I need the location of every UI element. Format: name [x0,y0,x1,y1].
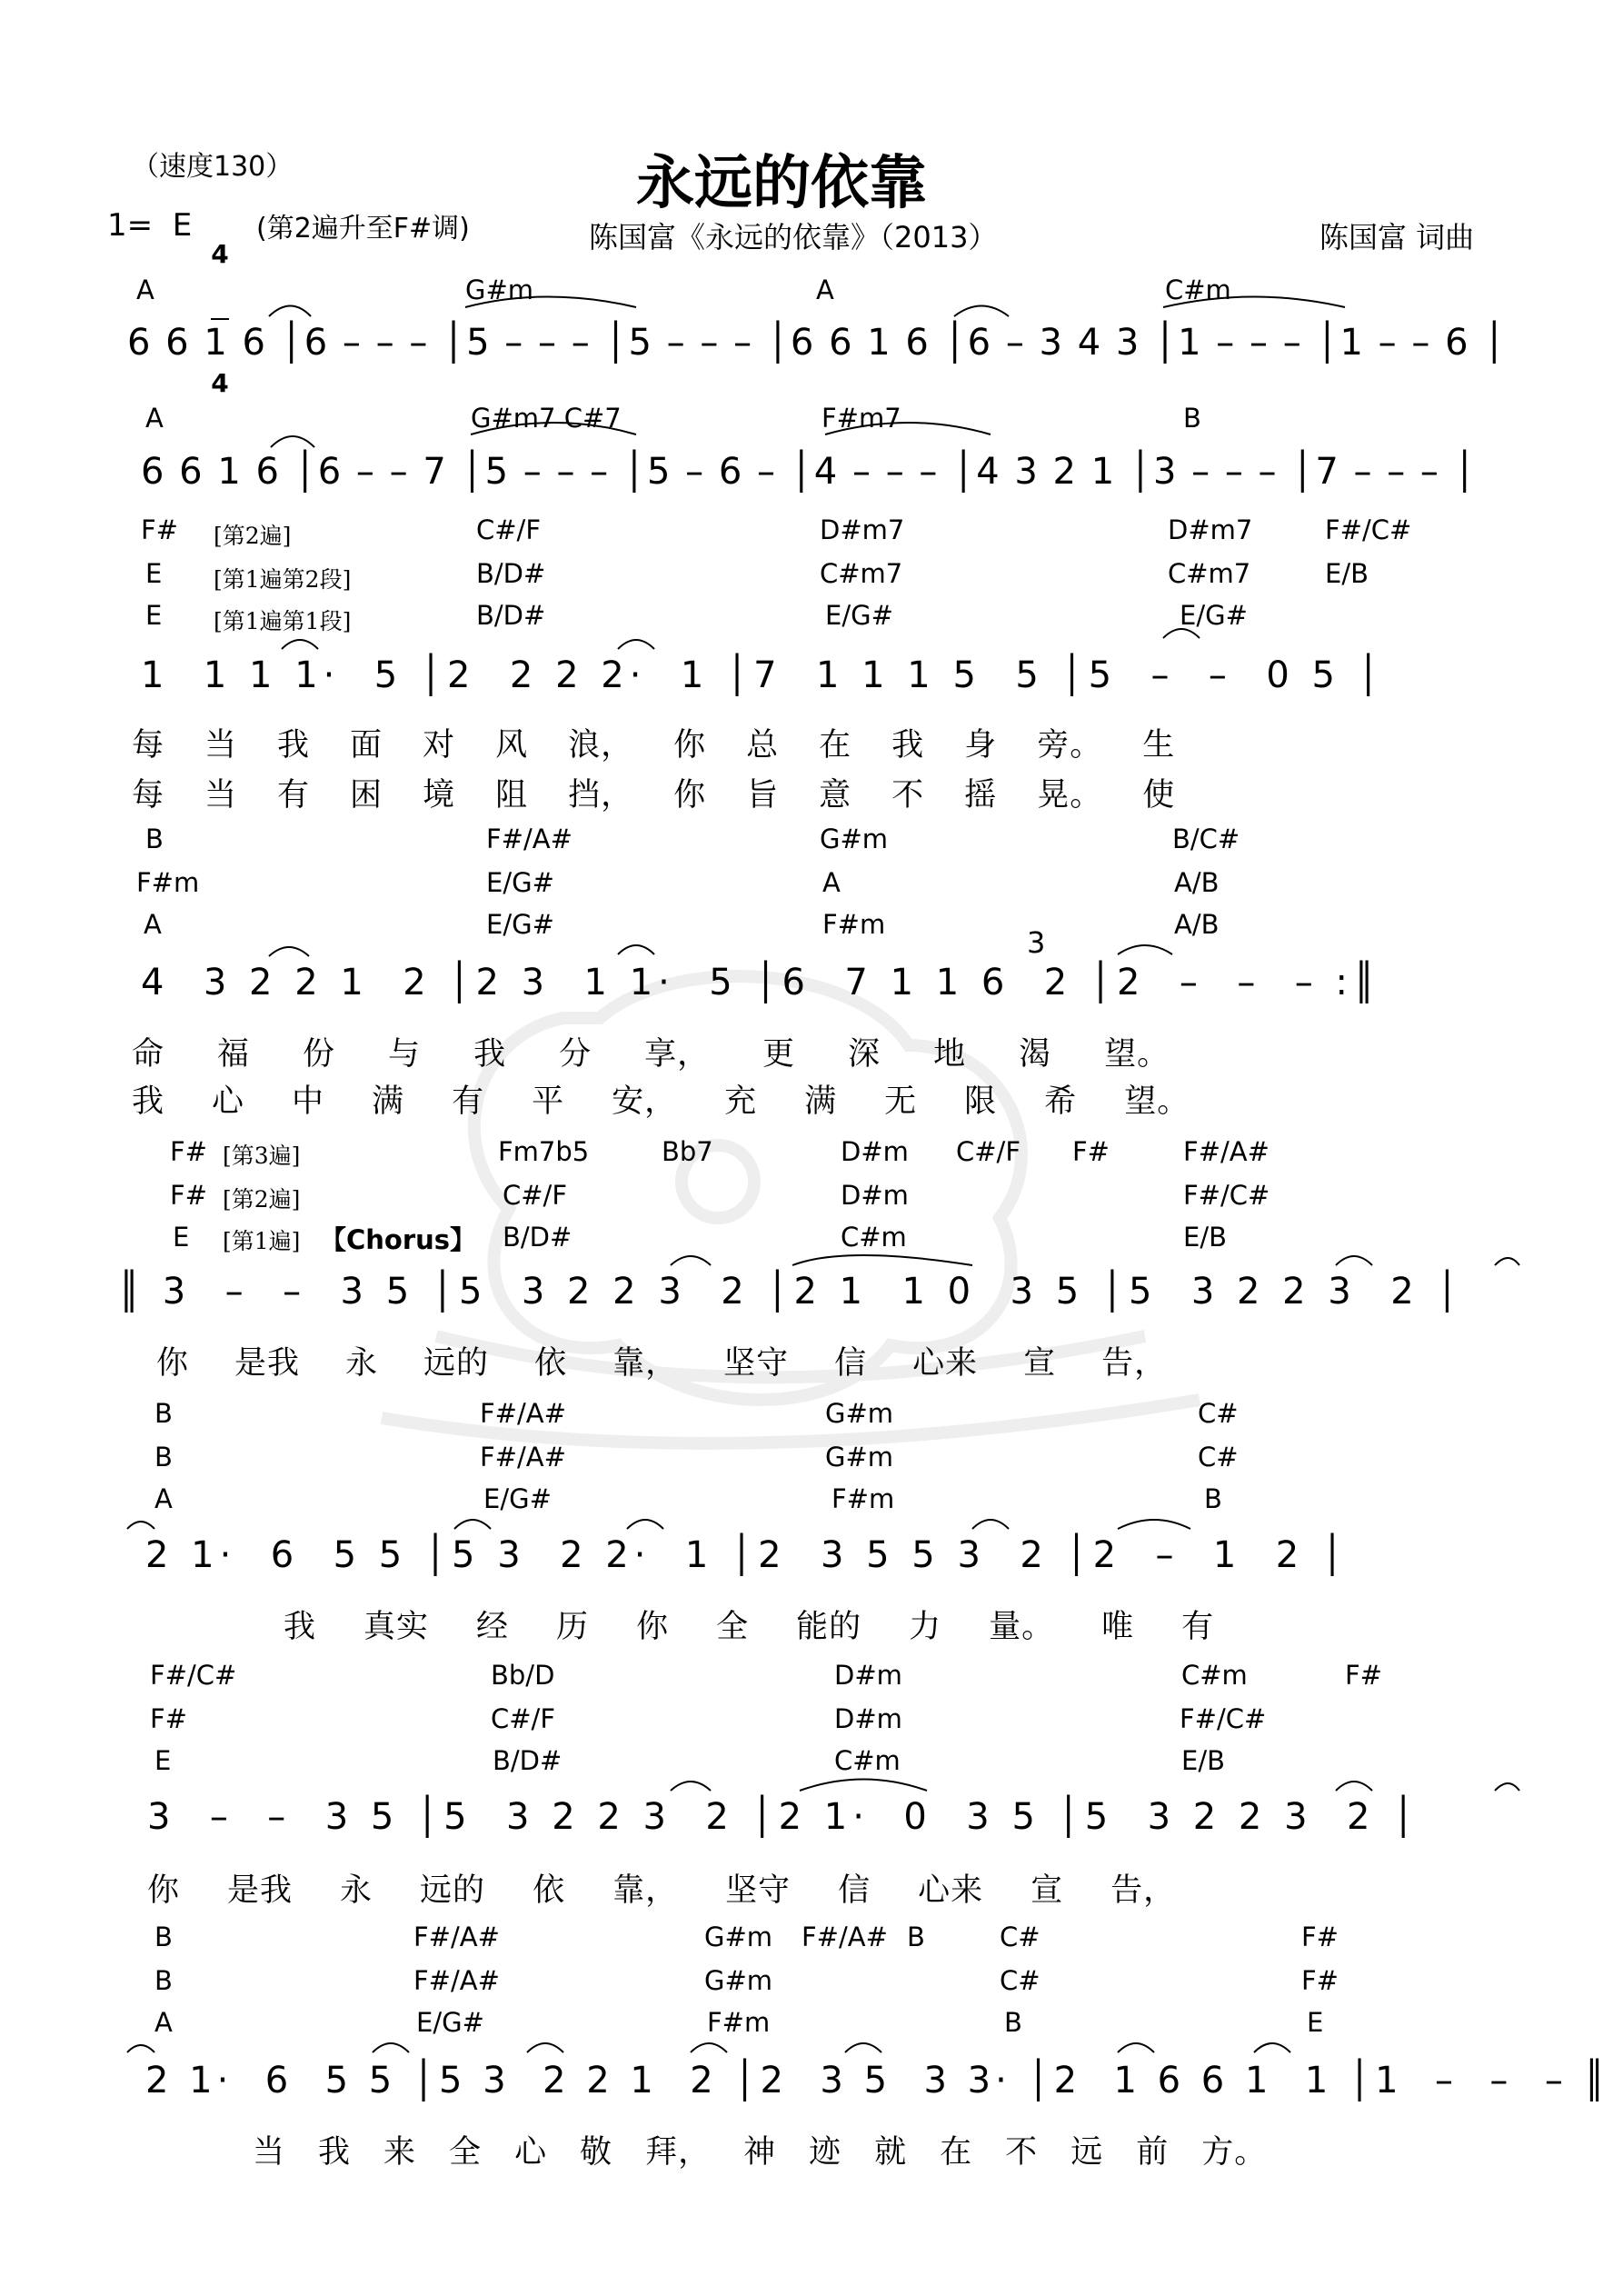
lyric-syllable: 远的 [423,1345,490,1382]
chord: E/G# [486,867,554,898]
lyric-syllable: 我 [132,1083,165,1120]
pass-tag: [第2遍] [214,523,292,549]
chord: A/B [1174,909,1220,940]
lyric-syllable: 信 [838,1872,871,1909]
lyric-syllable: 身 [964,727,998,764]
notation-line: 6 6 1 6 │6 – – 7 │5 – – – │5 – 6 – │4 – – – │4 3 2 1 │3 – – – │7 – – – │ [141,451,1478,493]
lyric-syllable: 宣 [1031,1872,1064,1909]
lyric-syllable: 分 [559,1036,592,1073]
lyric-syllable: 有 [277,777,311,814]
lyric-syllable: 远的 [420,1872,486,1909]
lyric-syllable: 永 [340,1872,373,1909]
chord: F# [170,1180,207,1211]
lyric-syllable: 每 [132,777,165,814]
chord: B [1204,1483,1222,1514]
notation-line: 2 1· 6 5 5 │5 3 2 2 1 2 │2 3 5 3 3· │2 1 6 6 1 1 │1 – – – ║ [145,2060,1610,2101]
chord: B [1004,2007,1022,2038]
chord: F#/C# [1183,1180,1270,1211]
lyric-syllable: 心来 [912,1345,979,1382]
lyric-syllable: 摇 [964,777,998,814]
chord: E/G# [825,600,893,631]
lyric-syllable: 能的 [796,1609,862,1645]
chord: F#m [136,867,200,898]
lyric-syllable: 远 [1070,2134,1104,2171]
chord: E/G# [416,2007,484,2038]
pass-tag: [第3遍] [223,1143,301,1169]
lyric-syllable: 总 [746,727,780,764]
chord: B/D# [476,600,546,631]
chord: F# [1345,1660,1382,1691]
chord: F#/A# [802,1922,888,1952]
lyric-syllable: 满 [804,1083,838,1120]
notation-line: ║ 3 – – 3 5 │5 3 2 2 3 2 │2 1 1 0 3 5 │5 3 2 2 3 2 │ [118,1271,1464,1313]
lyric-syllable: 我 [473,1036,507,1073]
chord: G#m [704,1922,773,1952]
lyric-syllable: 迹 [809,2134,842,2171]
lyric-syllable: 告， [1110,1872,1177,1909]
lyric-syllable: 信 [834,1345,868,1382]
lyric-syllable: 浪， [568,727,634,764]
lyric-syllable: 全 [449,2134,483,2171]
chord: C# [1198,1398,1239,1429]
chord: Fm7b5 [498,1136,590,1167]
chord: F# [1301,1965,1339,1996]
chord: G#m [465,275,534,305]
lyric-syllable: 告， [1101,1345,1168,1382]
chord: A [822,867,841,898]
lyric-syllable: 坚守 [723,1345,790,1382]
chord: C# [1000,1965,1041,1996]
pass-tag: [第1遍] [223,1228,301,1254]
chord: A [816,275,834,305]
lyric-syllable: 每 [132,727,165,764]
page-title: 永远的依靠 [636,150,927,217]
chord: F# [1301,1922,1339,1952]
lyric-syllable: 地 [933,1036,967,1073]
chord: D#m7 [1168,514,1253,545]
lyric-syllable: 全 [716,1609,750,1645]
lyric-syllable: 境 [423,777,456,814]
chord: F#/A# [480,1442,566,1472]
lyric-syllable: 在 [819,727,852,764]
chord: A [154,2007,173,2038]
chord: G#m [820,824,889,854]
lyric-syllable: 阻 [495,777,529,814]
lyric-syllable: 无 [884,1083,918,1120]
chord: F#/C# [1325,514,1412,545]
lyric-syllable: 福 [217,1036,251,1073]
notation-line: 2 1· 6 5 5 │5 3 2 2· 1 │2 3 5 5 3 2 │2 – 1 2 │ [145,1534,1349,1576]
lyric-syllable: 享， [644,1036,711,1073]
lyric-syllable: 面 [350,727,383,764]
chord: E [145,558,163,589]
lyric-syllable: 旨 [746,777,780,814]
chord: C# [1198,1442,1239,1472]
chord: C#m [841,1222,907,1253]
chord: E/B [1325,558,1369,589]
lyric-syllable: 心 [514,2134,548,2171]
chord: A [136,275,154,305]
source-line: 陈国富《永远的依靠》（2013） [589,220,998,255]
chord: E [154,1745,172,1776]
notation-line: 1 1 1 1· 5 │2 2 2 2· 1 │7 1 1 1 5 5 │5 – – 0 5 │ [141,654,1385,696]
chord: A [145,403,164,434]
chord: D#m [834,1660,902,1691]
chord: C#m [834,1745,901,1776]
chord: D#m [834,1703,902,1734]
lyric-syllable: 你 [673,727,707,764]
lyric-syllable: 你 [156,1345,190,1382]
lyric-syllable: 渴 [1019,1036,1052,1073]
chord: C#/F [956,1136,1021,1167]
lyric-syllable: 更 [762,1036,796,1073]
chord: F# [141,514,178,545]
chord: F#m [822,909,886,940]
lyric-syllable: 是我 [227,1872,294,1909]
lyric-syllable: 深 [848,1036,881,1073]
chord: D#m7 [820,514,905,545]
lyric-syllable: 与 [388,1036,422,1073]
lyric-syllable: 唯 [1101,1609,1135,1645]
lyric-syllable: 望。 [1104,1036,1170,1073]
lyric-syllable: 你 [636,1609,670,1645]
lyric-syllable: 希 [1044,1083,1078,1120]
time-sig-bottom: 4 [211,368,229,398]
lyric-syllable: 望。 [1124,1083,1190,1120]
lyric-syllable: 是我 [234,1345,301,1382]
lyric-syllable: 我 [318,2134,352,2171]
chord: F#m [831,1483,895,1514]
chord: B/D# [493,1745,563,1776]
chord: E [1307,2007,1324,2038]
lyric-syllable: 意 [819,777,852,814]
chord: E/G# [1180,600,1248,631]
lyric-syllable: 依 [533,1872,566,1909]
chord: F#m7 [821,403,901,434]
lyric-syllable: 我 [277,727,311,764]
lyric-syllable: 不 [891,777,925,814]
lyric-syllable: 敬 [580,2134,613,2171]
modulation-note: (第2遍升至F#调) [256,213,470,245]
lyric-syllable: 坚守 [725,1872,792,1909]
chord: F# [170,1136,207,1167]
chord: D#m [841,1136,909,1167]
chord: D#m [841,1180,909,1211]
notation-line: 3 – – 3 5 │5 3 2 2 3 2 │2 1· 0 3 5 │5 3 2 2 3 2 │ [147,1796,1420,1838]
chord: B [154,1965,173,1996]
lyric-syllable: 心 [212,1083,245,1120]
chord: E [173,1222,190,1253]
chord: B [1183,403,1201,434]
chord: F# [150,1703,187,1734]
lyric-syllable: 旁。 [1037,727,1103,764]
lyric-syllable: 来 [383,2134,417,2171]
chord: F#/C# [150,1660,237,1691]
lyric-syllable: 宣 [1023,1345,1057,1382]
chord: F#/A# [1183,1136,1270,1167]
chord: F#m [707,2007,771,2038]
chord: Bb7 [662,1136,713,1167]
lyric-syllable: 你 [673,777,707,814]
chord: G#m [825,1398,894,1429]
chord: B [907,1922,925,1952]
chord: B/D# [503,1222,573,1253]
chord: F#/A# [413,1922,500,1952]
chord: C#m7 [1168,558,1251,589]
lyric-syllable: 在 [940,2134,973,2171]
chord: G#m [825,1442,894,1472]
chord: C#/F [476,514,541,545]
chord: F#/A# [413,1965,500,1996]
chord: A/B [1174,867,1220,898]
lyric-syllable: 你 [147,1872,181,1909]
lyric-syllable: 依 [534,1345,568,1382]
chord: F#/C# [1180,1703,1267,1734]
chord: Bb/D [491,1660,555,1691]
lyric-syllable: 永 [345,1345,379,1382]
chord: C#/F [503,1180,567,1211]
notation-line: 6 6 1 6 │6 – – – │5 – – – │5 – – – │6 6 1 6 │6 – 3 4 3 │1 – – – │1 – – 6 │ [127,322,1508,364]
section-label: 【Chorus】 [320,1224,477,1255]
lyric-syllable: 安， [612,1083,678,1120]
lyric-syllable: 平 [532,1083,565,1120]
lyric-syllable: 前 [1136,2134,1170,2171]
lyric-syllable: 拜， [645,2134,712,2171]
lyric-syllable: 我 [284,1609,317,1645]
lyric-syllable: 晃。 [1037,777,1103,814]
lyric-syllable: 挡， [568,777,634,814]
lyric-syllable: 使 [1142,777,1176,814]
chord: B [145,824,164,854]
chord: E/G# [486,909,554,940]
lyric-syllable: 真实 [363,1609,430,1645]
credit-line: 陈国富 词曲 [1319,220,1475,255]
chord: F#/A# [480,1398,566,1429]
lyric-syllable: 经 [476,1609,510,1645]
lyric-syllable: 充 [724,1083,758,1120]
chord: C#m [1165,275,1231,305]
chord: G#m7 C#7 [471,403,622,434]
lyric-syllable: 靠， [612,1872,679,1909]
lyric-syllable: 当 [253,2134,286,2171]
chord: E/B [1183,1222,1227,1253]
lyric-syllable: 当 [204,727,238,764]
lyric-syllable: 份 [303,1036,336,1073]
chord: C#m [1181,1660,1248,1691]
lyric-syllable: 不 [1005,2134,1039,2171]
chord: A [144,909,162,940]
lyric-syllable: 神 [743,2134,777,2171]
lyric-syllable: 对 [423,727,456,764]
time-sig-top: 4 [211,239,229,269]
lyric-syllable: 靠， [612,1345,679,1382]
chord: C#m7 [820,558,903,589]
lyric-syllable: 有 [1181,1609,1215,1645]
lyric-syllable: 力 [909,1609,942,1645]
lyric-syllable: 困 [350,777,383,814]
lyric-syllable: 命 [132,1036,165,1073]
lyric-syllable: 就 [874,2134,908,2171]
upper-octave-note: 3 [1027,925,1046,960]
lyric-syllable: 生 [1142,727,1176,764]
chord: B [154,1442,173,1472]
chord: B [154,1398,173,1429]
lyric-syllable: 满 [372,1083,405,1120]
chord: G#m [704,1965,773,1996]
chord: E [145,600,163,631]
lyric-syllable: 风 [495,727,529,764]
notation-line: 4 3 2 2 1 2 │2 3 1 1· 5 │6 7 1 1 6 2 │2 – – – :║ [141,962,1381,1003]
pass-tag: [第2遍] [223,1186,301,1213]
lyric-syllable: 有 [452,1083,485,1120]
lyric-syllable: 方。 [1201,2134,1268,2171]
chord: C#/F [491,1703,555,1734]
chord: A [154,1483,173,1514]
lyric-syllable: 量。 [989,1609,1055,1645]
chord: F#/A# [486,824,573,854]
tempo-label: （速度130） [132,151,294,183]
chord: B/C# [1172,824,1240,854]
pass-tag: [第1遍第1段] [214,608,352,634]
lyric-syllable: 当 [204,777,238,814]
chord: C# [1000,1922,1041,1952]
key-signature: 1= E [107,207,193,244]
chord: E/B [1181,1745,1225,1776]
chord: B/D# [476,558,546,589]
pass-tag: [第1遍第2段] [214,566,352,593]
lyric-syllable: 我 [891,727,925,764]
chord: F# [1072,1136,1110,1167]
chord: E/G# [483,1483,552,1514]
lyric-syllable: 心来 [918,1872,984,1909]
lyric-syllable: 中 [292,1083,325,1120]
chord: B [154,1922,173,1952]
lyric-syllable: 历 [556,1609,590,1645]
lyric-syllable: 限 [964,1083,998,1120]
